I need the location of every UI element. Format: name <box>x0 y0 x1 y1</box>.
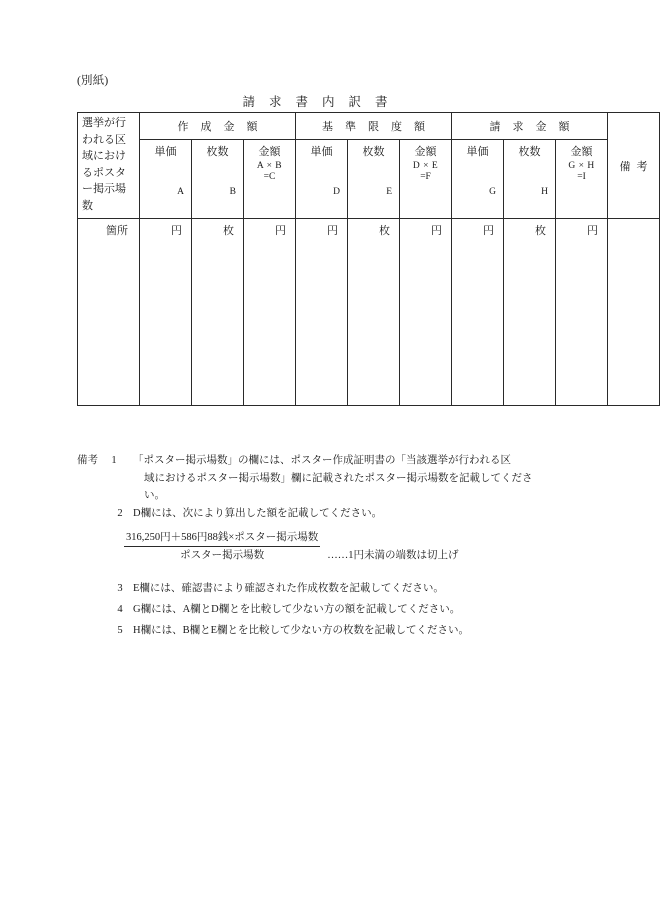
title-char: 求 <box>268 95 282 109</box>
note-number: 2 <box>117 508 123 519</box>
cell-remarks[interactable] <box>608 219 660 406</box>
subheader-formula: D × E <box>412 161 439 171</box>
unit-label: 円 <box>431 225 443 237</box>
note-number: 5 <box>117 625 123 636</box>
cell-limit-unit-price[interactable] <box>296 219 348 406</box>
unit-label: 枚 <box>379 225 390 237</box>
group-label-char: 金 <box>535 121 547 133</box>
group-label-char: 基 <box>322 121 334 133</box>
unit-label: 円 <box>275 225 286 237</box>
title-char: 書 <box>375 95 388 109</box>
subheader-formula: G × H <box>568 161 595 171</box>
subheader-formula: A × B <box>256 161 283 171</box>
group-label-char: 限 <box>368 121 380 133</box>
subheader-claim-unit-price <box>452 140 504 219</box>
subheader-title: 枚数 <box>362 146 385 158</box>
title-char: 請 <box>242 95 255 109</box>
cell-production-unit-price[interactable] <box>140 219 192 406</box>
subheader-title: 金額 <box>570 146 593 158</box>
unit-label: 円 <box>171 225 182 237</box>
note-item-2 <box>77 505 577 523</box>
table-group-header-row <box>78 113 660 140</box>
fraction <box>124 530 320 564</box>
invoice-breakdown-table-wrapper <box>77 112 648 406</box>
note-body: H欄には、B欄とE欄とを比較して少ない方の枚数を記載してください。 <box>133 625 469 636</box>
subheader-claim-sheets <box>504 140 556 219</box>
area-header-line: るポスタ <box>82 166 126 179</box>
note-item-5 <box>77 620 577 641</box>
unit-label: 枚 <box>223 225 234 237</box>
cell-claim-sheets[interactable] <box>504 219 556 406</box>
note-number: 3 <box>117 583 123 594</box>
area-header-line: われる区 <box>82 133 126 146</box>
cell-poster-area-count[interactable] <box>78 219 140 406</box>
group-label-char: 準 <box>345 121 357 133</box>
note-line: 域におけるポスター掲示場数」欄に記載されたポスター掲示場数を記載してくださ <box>144 472 533 484</box>
subheader-claim-amount <box>556 140 608 219</box>
subheader-letter: E <box>386 187 392 197</box>
cell-production-sheets[interactable] <box>192 219 244 406</box>
group-label-char: 度 <box>391 121 403 133</box>
group-label-char: 額 <box>414 121 426 133</box>
cell-production-amount[interactable] <box>244 219 296 406</box>
notes-label: 備考 <box>77 455 98 466</box>
unit-label: 円 <box>483 225 495 237</box>
subheader-letter: G <box>489 187 497 197</box>
group-label-char: 成 <box>200 121 212 133</box>
note-body: G欄には、A欄とD欄とを比較して少ない方の額を記載してください。 <box>133 604 461 615</box>
notes-section-top <box>77 452 577 523</box>
cell-limit-sheets[interactable] <box>348 219 400 406</box>
notes-section-bottom <box>77 578 577 641</box>
title-char: 内 <box>322 95 335 109</box>
group-header-standard-limit-amount <box>296 113 452 140</box>
table-entry-row <box>78 219 660 406</box>
title-char: 訳 <box>348 95 362 109</box>
header-remarks <box>608 113 660 219</box>
note-line: い。 <box>144 490 165 502</box>
group-label-char: 求 <box>512 121 524 133</box>
unit-label: 円 <box>587 225 599 237</box>
group-label-char: 作 <box>177 121 189 133</box>
formula-rounding-note: ……1円未満の端数は切上げ <box>327 549 459 561</box>
unit-label: 枚 <box>535 225 547 237</box>
subheader-result: =F <box>420 172 431 182</box>
page-title <box>77 92 553 110</box>
calculation-formula <box>124 530 544 564</box>
subheader-production-sheets <box>192 140 244 219</box>
note-item-4 <box>77 599 577 620</box>
area-header-line: 数 <box>82 199 93 212</box>
group-header-claim-amount <box>452 113 608 140</box>
cell-claim-amount[interactable] <box>556 219 608 406</box>
subheader-limit-amount <box>400 140 452 219</box>
subheader-result: =C <box>263 172 276 182</box>
note-body: D欄には、次により算出した額を記載してください。 <box>133 508 383 519</box>
subheader-production-amount <box>244 140 296 219</box>
group-label-char: 額 <box>246 121 258 133</box>
subheader-letter: A <box>177 187 184 197</box>
unit-label: 箇所 <box>106 225 128 237</box>
note-number: 1 <box>111 455 117 466</box>
area-header-line: ー掲示場 <box>82 183 126 195</box>
header-election-poster-area <box>78 113 140 219</box>
area-header-line: 選挙が行 <box>82 117 126 129</box>
unit-label: 円 <box>327 225 338 237</box>
remarks-label-char: 備 <box>619 160 631 173</box>
subheader-title: 枚数 <box>206 146 229 158</box>
subheader-limit-sheets <box>348 140 400 219</box>
subheader-result: =I <box>577 172 586 182</box>
subheader-title: 単価 <box>466 146 489 158</box>
subheader-title: 単価 <box>310 146 333 158</box>
note-item-3 <box>77 578 577 599</box>
fraction-numerator: 316,250円＋586円88銭×ポスター掲示場数 <box>124 530 320 547</box>
group-label-char: 請 <box>489 121 501 133</box>
subheader-production-unit-price <box>140 140 192 219</box>
subheader-title: 金額 <box>258 146 281 158</box>
invoice-breakdown-table <box>77 112 660 406</box>
note-body <box>133 452 577 505</box>
subheader-letter: H <box>541 187 549 197</box>
table-subheader-row <box>78 140 660 219</box>
note-body: E欄には、確認書により確認された作成枚数を記載してください。 <box>133 583 444 594</box>
title-char: 書 <box>295 95 308 109</box>
subheader-letter: B <box>229 187 236 197</box>
attachment-label: (別紙) <box>77 75 109 87</box>
subheader-title: 金額 <box>414 146 437 158</box>
cell-limit-amount[interactable] <box>400 219 452 406</box>
note-line: 「ポスター掲示場数」の欄には、ポスター作成証明書の「当該選挙が行われる区 <box>133 455 511 466</box>
fraction-denominator: ポスター掲示場数 <box>180 550 265 561</box>
subheader-title: 単価 <box>154 146 177 158</box>
subheader-limit-unit-price <box>296 140 348 219</box>
group-label-char: 額 <box>558 121 570 133</box>
note-item-1 <box>77 452 577 505</box>
group-header-production-amount <box>140 113 296 140</box>
cell-claim-unit-price[interactable] <box>452 219 504 406</box>
note-number: 4 <box>117 604 123 615</box>
subheader-title: 枚数 <box>518 146 541 158</box>
remarks-label-char: 考 <box>636 160 648 173</box>
area-header-line: 域におけ <box>82 150 126 162</box>
subheader-letter: D <box>333 187 340 197</box>
group-label-char: 金 <box>223 121 235 133</box>
